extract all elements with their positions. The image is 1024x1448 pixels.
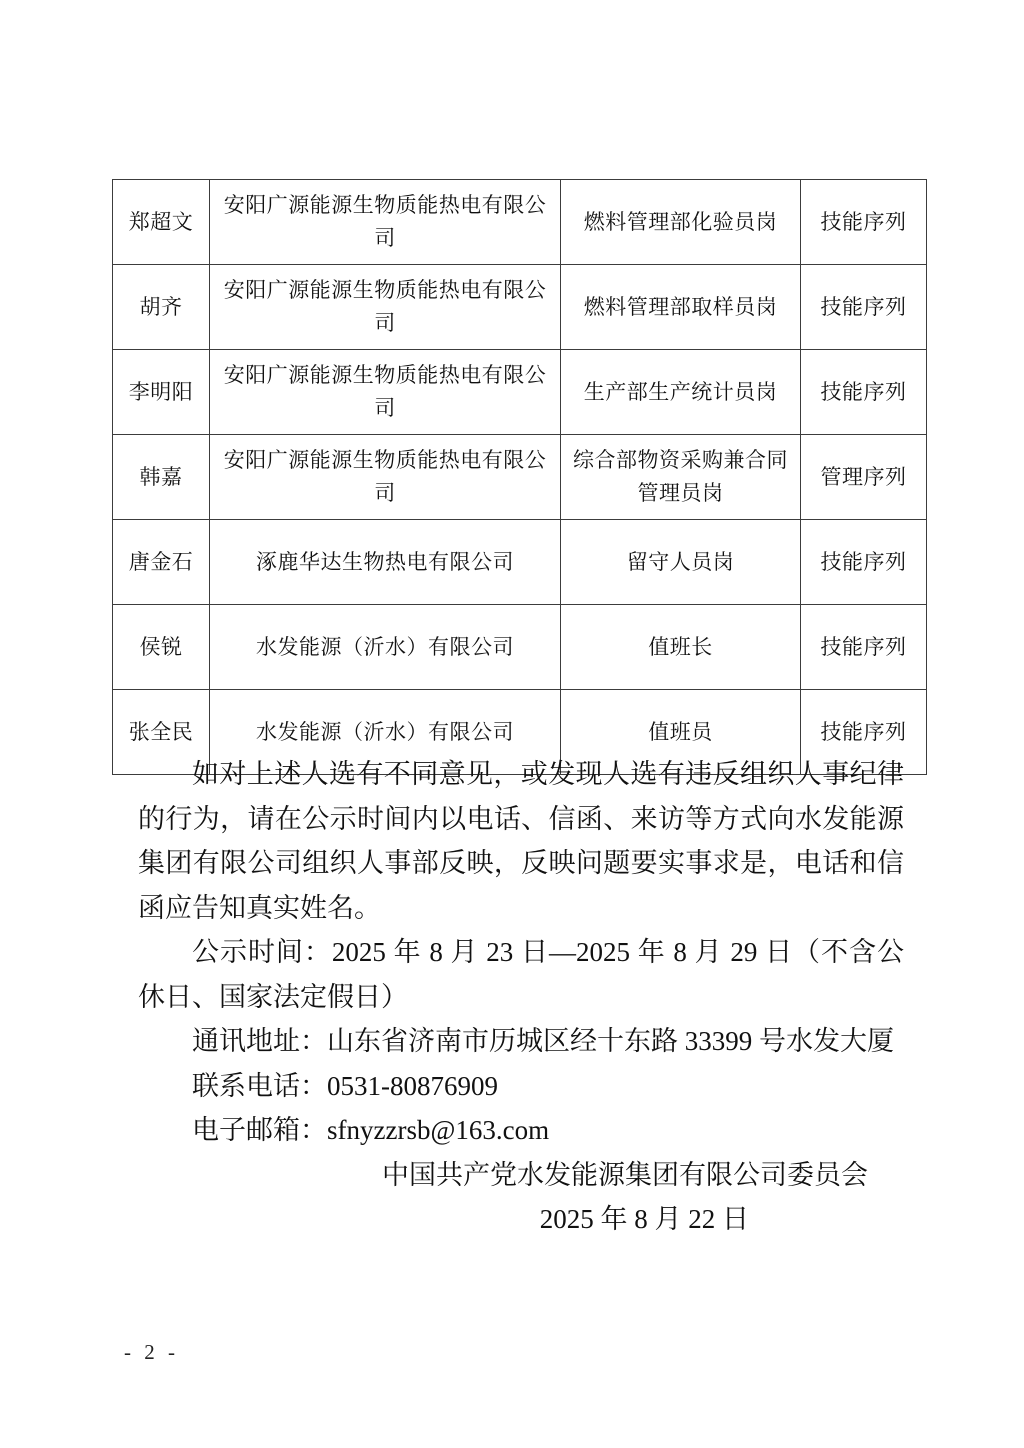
publicity-period: 公示时间：2025 年 8 月 23 日—2025 年 8 月 29 日（不含公休日、国家法定假日）	[138, 937, 904, 1012]
cell-position: 值班员	[561, 690, 801, 775]
personnel-table	[112, 179, 927, 775]
cell-sequence: 技能序列	[801, 605, 927, 690]
cell-name: 唐金石	[113, 520, 210, 605]
notice-body	[138, 752, 904, 1242]
table-row	[113, 180, 927, 265]
table-row	[113, 435, 927, 520]
cell-position: 生产部生产统计员岗	[561, 350, 801, 435]
cell-position: 留守人员岗	[561, 520, 801, 605]
cell-name: 张全民	[113, 690, 210, 775]
cell-position: 值班长	[561, 605, 801, 690]
mailing-address: 通讯地址：山东省济南市历城区经十东路 33399 号水发大厦	[192, 1026, 894, 1056]
cell-company: 安阳广源能源生物质能热电有限公司	[210, 265, 561, 350]
cell-sequence: 管理序列	[801, 435, 927, 520]
contact-email: 电子邮箱：sfnyzzrsb@163.com	[192, 1115, 550, 1145]
cell-name: 胡齐	[113, 265, 210, 350]
cell-position: 综合部物资采购兼合同管理员岗	[561, 435, 801, 520]
cell-company: 安阳广源能源生物质能热电有限公司	[210, 435, 561, 520]
issue-date: 2025 年 8 月 22 日	[539, 1204, 749, 1234]
cell-sequence: 技能序列	[801, 180, 927, 265]
feedback-paragraph: 如对上述人选有不同意见，或发现人选有违反组织人事纪律的行为，请在公示时间内以电话、信函、来访等方式向水发能源集团有限公司组织人事部反映，反映问题要实事求是，电话和信函应告知真实姓名。	[138, 759, 904, 923]
cell-position: 燃料管理部化验员岗	[561, 180, 801, 265]
cell-company: 安阳广源能源生物质能热电有限公司	[210, 350, 561, 435]
page-number: - 2 -	[124, 1340, 179, 1364]
cell-name: 李明阳	[113, 350, 210, 435]
issuer-signature: 中国共产党水发能源集团有限公司委员会	[382, 1159, 868, 1190]
cell-company: 水发能源（沂水）有限公司	[210, 690, 561, 775]
table-row	[113, 265, 927, 350]
table-row	[113, 520, 927, 605]
cell-sequence: 技能序列	[801, 350, 927, 435]
cell-sequence: 技能序列	[801, 520, 927, 605]
cell-name: 侯锐	[113, 605, 210, 690]
cell-position: 燃料管理部取样员岗	[561, 265, 801, 350]
cell-company: 水发能源（沂水）有限公司	[210, 605, 561, 690]
table-row	[113, 350, 927, 435]
cell-sequence: 技能序列	[801, 265, 927, 350]
cell-sequence: 技能序列	[801, 690, 927, 775]
contact-phone: 联系电话：0531-80876909	[192, 1070, 498, 1101]
cell-company: 安阳广源能源生物质能热电有限公司	[210, 180, 561, 265]
cell-name: 郑超文	[113, 180, 210, 265]
table-row	[113, 605, 927, 690]
cell-name: 韩嘉	[113, 435, 210, 520]
cell-company: 涿鹿华达生物热电有限公司	[210, 520, 561, 605]
